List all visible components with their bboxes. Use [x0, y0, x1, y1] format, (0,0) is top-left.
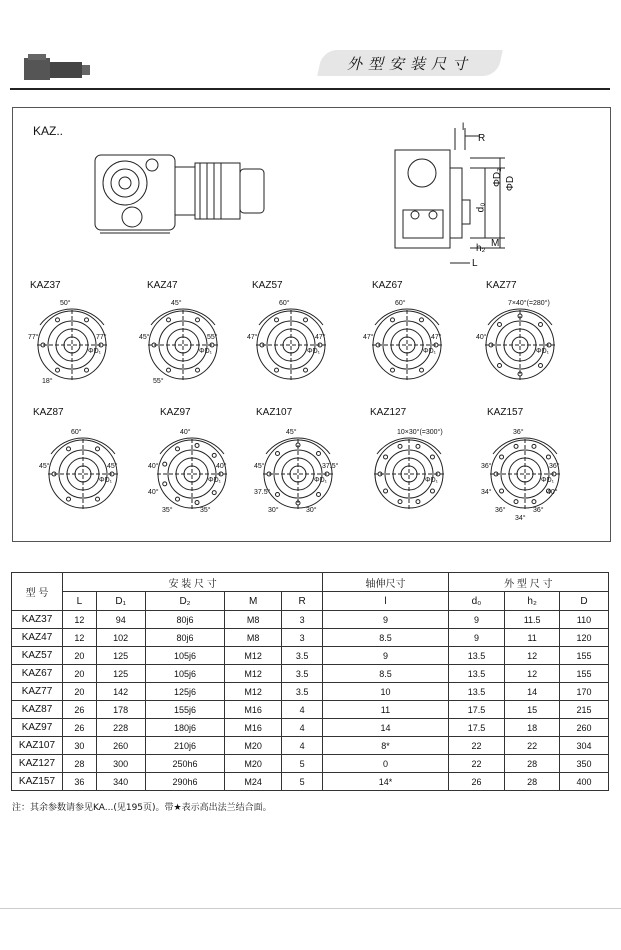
table-cell: 105j6: [145, 665, 225, 683]
flange-label-kaz127: KAZ127: [370, 407, 407, 418]
header-sub-D: D: [559, 592, 608, 611]
flange-label-kaz37: KAZ37: [30, 280, 61, 291]
flange-label-kaz47: KAZ47: [147, 280, 178, 291]
bottom-rule: [0, 908, 621, 909]
table-cell: 125: [96, 665, 145, 683]
table-cell: 9: [448, 611, 505, 629]
angle-label: 77°: [28, 334, 39, 341]
dim-L-label: L: [472, 258, 478, 269]
angle-label: 47°: [315, 334, 326, 341]
table-cell: 80j6: [145, 611, 225, 629]
flange-drawing-kaz107: [248, 424, 348, 524]
table-cell: 260: [96, 737, 145, 755]
table-cell: 290h6: [145, 773, 225, 791]
angle-label: 30°: [268, 507, 279, 514]
table-cell: 20: [63, 683, 97, 701]
table-cell: 14: [505, 683, 560, 701]
flange-drawing-kaz37: [22, 295, 122, 395]
flange-drawing-kaz77: [470, 295, 570, 395]
table-cell: 215: [559, 701, 608, 719]
angle-label: 45°: [39, 463, 50, 470]
table-cell: 18: [505, 719, 560, 737]
angle-label: 77°: [96, 334, 107, 341]
table-cell: 22: [448, 755, 505, 773]
angle-label: 55°: [207, 334, 218, 341]
header-install: 安 装 尺 寸: [63, 573, 323, 592]
model-cell: KAZ67: [12, 665, 63, 683]
table-cell: 3: [281, 611, 322, 629]
table-cell: 22: [448, 737, 505, 755]
table-row: [12, 701, 609, 719]
angle-label: 47°: [431, 334, 442, 341]
table-cell: 105j6: [145, 647, 225, 665]
table-cell: 142: [96, 683, 145, 701]
table-cell: 20: [63, 665, 97, 683]
table-cell: 80j6: [145, 629, 225, 647]
angle-label: 40°: [476, 334, 487, 341]
angle-label: 40°: [216, 463, 227, 470]
main-drawing-label: KAZ..: [33, 124, 64, 138]
flange-label-kaz87: KAZ87: [33, 407, 64, 418]
dim-l-label: l: [462, 122, 465, 133]
angle-label: 10×30°(=300°): [397, 429, 443, 436]
header-shaft: 轴伸尺寸: [323, 573, 448, 592]
table-cell: 11: [323, 701, 448, 719]
angle-label: 40°: [547, 489, 558, 496]
angle-label: 18°: [42, 378, 53, 385]
model-cell: KAZ107: [12, 737, 63, 755]
table-cell: 9: [323, 647, 448, 665]
table-cell: 28: [505, 773, 560, 791]
table-cell: 300: [96, 755, 145, 773]
table-row: [12, 755, 609, 773]
flange-drawing-kaz47: [133, 295, 233, 395]
angle-label: 40°: [148, 489, 159, 496]
table-cell: 350: [559, 755, 608, 773]
table-cell: 155j6: [145, 701, 225, 719]
model-cell: KAZ37: [12, 611, 63, 629]
table-cell: 3.5: [281, 683, 322, 701]
table-cell: 3.5: [281, 647, 322, 665]
header-sub-R: R: [281, 592, 322, 611]
model-cell: KAZ127: [12, 755, 63, 773]
footnote: 注：其余参数请参见KA...(见195页)。带★表示高出法兰结合面。: [12, 803, 272, 813]
flange-drawing-kaz57: [241, 295, 341, 395]
diameter-label: ΦD₁: [99, 477, 113, 484]
diameter-label: ΦD₁: [88, 348, 102, 355]
table-row: [12, 647, 609, 665]
diameter-label: ΦD₁: [208, 477, 222, 484]
table-cell: 26: [63, 701, 97, 719]
table-cell: 5: [281, 755, 322, 773]
table-cell: 4: [281, 719, 322, 737]
table-cell: 170: [559, 683, 608, 701]
table-row: [12, 737, 609, 755]
table-cell: 12: [505, 647, 560, 665]
angle-label: 60°: [71, 429, 82, 436]
diameter-label: ΦD₁: [425, 477, 439, 484]
header-rule: [10, 88, 610, 90]
table-cell: 304: [559, 737, 608, 755]
header-sub-D2: D₂: [145, 592, 225, 611]
angle-label: 36°: [513, 429, 524, 436]
table-cell: 3: [281, 629, 322, 647]
table-cell: 14*: [323, 773, 448, 791]
header-model: 型 号: [12, 573, 63, 611]
table-cell: M12: [225, 647, 282, 665]
table-cell: 180j6: [145, 719, 225, 737]
angle-label: 35°: [200, 507, 211, 514]
header-sub-M: M: [225, 592, 282, 611]
table-cell: M8: [225, 629, 282, 647]
table-cell: 260: [559, 719, 608, 737]
table-cell: 22: [505, 737, 560, 755]
table-cell: M24: [225, 773, 282, 791]
table-cell: 125j6: [145, 683, 225, 701]
header-sub-d0: d₀: [448, 592, 505, 611]
table-cell: M20: [225, 737, 282, 755]
dim-R-label: R: [478, 133, 486, 144]
angle-label: 34°: [481, 489, 492, 496]
header-sub-D1: D₁: [96, 592, 145, 611]
angle-label: 47°: [363, 334, 374, 341]
angle-label: 36°: [549, 463, 560, 470]
dimensions-table: [11, 572, 609, 791]
table-cell: 13.5: [448, 665, 505, 683]
table-row: [12, 719, 609, 737]
header-outline: 外 型 尺 寸: [448, 573, 608, 592]
table-cell: 8*: [323, 737, 448, 755]
table-cell: 340: [96, 773, 145, 791]
model-cell: KAZ87: [12, 701, 63, 719]
table-header-row-top: [12, 573, 609, 592]
table-cell: 8.5: [323, 629, 448, 647]
diameter-label: ΦD₁: [199, 348, 213, 355]
table-cell: 12: [505, 665, 560, 683]
table-row: [12, 773, 609, 791]
table-row: [12, 665, 609, 683]
angle-label: 30°: [306, 507, 317, 514]
angle-label: 45°: [171, 300, 182, 307]
diameter-label: ΦD₁: [536, 348, 550, 355]
angle-label: 36°: [495, 507, 506, 514]
angle-label: 36°: [533, 507, 544, 514]
table-cell: 94: [96, 611, 145, 629]
table-cell: 20: [63, 647, 97, 665]
table-cell: 10: [323, 683, 448, 701]
table-cell: 0: [323, 755, 448, 773]
table-cell: 15: [505, 701, 560, 719]
angle-label: 7×40°(=280°): [508, 300, 550, 307]
angle-label: 37.5°: [254, 489, 271, 496]
angle-label: 55°: [153, 378, 164, 385]
table-cell: M12: [225, 683, 282, 701]
table-cell: 178: [96, 701, 145, 719]
side-view-drawing: [385, 118, 525, 273]
dim-D-label: ΦD: [505, 175, 517, 192]
diameter-label: ΦD₁: [541, 477, 555, 484]
flange-drawing-kaz87: [33, 424, 133, 524]
table-cell: 4: [281, 737, 322, 755]
table-header-row-sub: [12, 592, 609, 611]
flange-drawing-kaz127: [359, 424, 459, 524]
front-view-drawing: [90, 145, 270, 245]
angle-label: 35°: [162, 507, 173, 514]
table-cell: 11.5: [505, 611, 560, 629]
table-cell: 250h6: [145, 755, 225, 773]
table-cell: 28: [505, 755, 560, 773]
table-cell: 13.5: [448, 647, 505, 665]
table-cell: 120: [559, 629, 608, 647]
table-cell: 228: [96, 719, 145, 737]
gear-motor-logo: [22, 52, 92, 84]
table-cell: 11: [505, 629, 560, 647]
table-cell: 155: [559, 647, 608, 665]
table-cell: 155: [559, 665, 608, 683]
angle-label: 40°: [148, 463, 159, 470]
angle-label: 45°: [107, 463, 118, 470]
table-row: [12, 611, 609, 629]
table-cell: 400: [559, 773, 608, 791]
angle-label: 50°: [60, 300, 71, 307]
header-sub-l: l: [323, 592, 448, 611]
dim-D2-label: ΦD₂: [492, 167, 504, 188]
flange-drawing-kaz97: [142, 424, 242, 524]
header-sub-L: L: [63, 592, 97, 611]
table-cell: 9: [448, 629, 505, 647]
diameter-label: ΦD₁: [423, 348, 437, 355]
table-cell: 13.5: [448, 683, 505, 701]
angle-label: 45°: [286, 429, 297, 436]
header-sub-h2: h₂: [505, 592, 560, 611]
dim-h2-label: h₂: [476, 243, 486, 254]
angle-label: 47°: [247, 334, 258, 341]
angle-label: 37.5°: [322, 463, 339, 470]
flange-label-kaz57: KAZ57: [252, 280, 283, 291]
table-cell: 102: [96, 629, 145, 647]
table-cell: 8.5: [323, 665, 448, 683]
table-cell: 26: [63, 719, 97, 737]
table-cell: 12: [63, 611, 97, 629]
angle-label: 60°: [279, 300, 290, 307]
page-title: 外型安装尺寸: [346, 55, 473, 73]
table-cell: 9: [323, 611, 448, 629]
angle-label: 45°: [139, 334, 150, 341]
table-cell: 26: [448, 773, 505, 791]
model-cell: KAZ47: [12, 629, 63, 647]
flange-label-kaz97: KAZ97: [160, 407, 191, 418]
model-cell: KAZ77: [12, 683, 63, 701]
table-cell: 14: [323, 719, 448, 737]
model-cell: KAZ97: [12, 719, 63, 737]
table-cell: 110: [559, 611, 608, 629]
model-cell: KAZ157: [12, 773, 63, 791]
table-cell: 210j6: [145, 737, 225, 755]
angle-label: 60°: [395, 300, 406, 307]
table-cell: 12: [63, 629, 97, 647]
table-row: [12, 629, 609, 647]
table-cell: M12: [225, 665, 282, 683]
table-cell: 17.5: [448, 719, 505, 737]
table-cell: 4: [281, 701, 322, 719]
model-cell: KAZ57: [12, 647, 63, 665]
angle-label: 40°: [180, 429, 191, 436]
flange-label-kaz157: KAZ157: [487, 407, 524, 418]
diameter-label: ΦD₁: [314, 477, 328, 484]
angle-label: 36°: [481, 463, 492, 470]
angle-label: 34°: [515, 515, 526, 522]
flange-drawing-kaz67: [357, 295, 457, 395]
table-cell: M20: [225, 755, 282, 773]
diameter-label: ΦD₁: [307, 348, 321, 355]
table-cell: 5: [281, 773, 322, 791]
table-cell: 36: [63, 773, 97, 791]
table-cell: 30: [63, 737, 97, 755]
table-cell: 28: [63, 755, 97, 773]
flange-drawing-kaz157: [475, 424, 575, 524]
table-cell: 3.5: [281, 665, 322, 683]
flange-label-kaz67: KAZ67: [372, 280, 403, 291]
table-cell: 17.5: [448, 701, 505, 719]
table-cell: 125: [96, 647, 145, 665]
flange-label-kaz107: KAZ107: [256, 407, 293, 418]
table-cell: M16: [225, 719, 282, 737]
flange-label-kaz77: KAZ77: [486, 280, 517, 291]
dim-M-label: M: [491, 238, 500, 249]
table-cell: M8: [225, 611, 282, 629]
angle-label: 45°: [254, 463, 265, 470]
dim-d0-label: d₀: [475, 202, 487, 213]
table-cell: M16: [225, 701, 282, 719]
table-row: [12, 683, 609, 701]
